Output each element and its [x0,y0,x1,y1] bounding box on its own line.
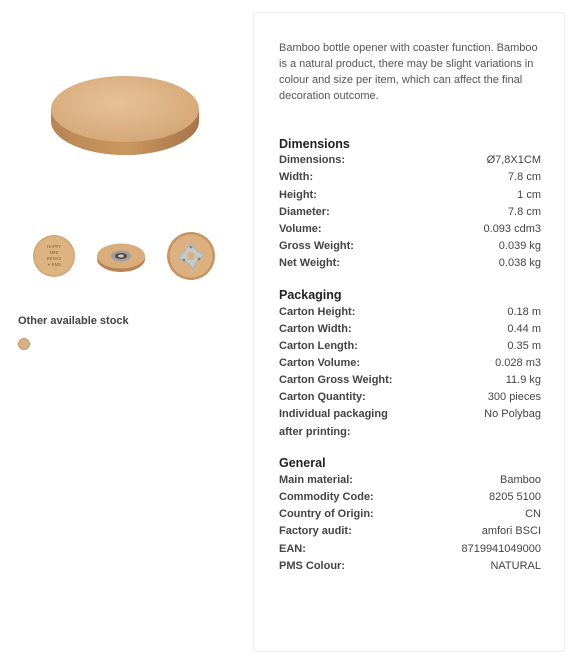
spec-label: Dimensions: [279,154,346,166]
spec-row [279,391,541,408]
engraving-line-2: MINI [49,250,59,255]
spec-value: NATURAL [490,560,541,572]
spec-value: CN [525,508,541,520]
spec-label: Carton Quantity: [279,391,366,403]
spec-value: 11.9 kg [505,374,541,386]
spec-label: Width: [279,171,314,183]
spec-label: Carton Volume: [279,357,361,369]
spec-value: 8719941049000 [461,543,541,555]
spec-row [279,560,541,577]
other-stock-label: Other available stock [18,315,129,327]
spec-value: 0.093 cdm3 [483,223,541,235]
spec-row [279,474,541,491]
spec-row [279,426,541,443]
engraving-line-4: ✦ RMS [47,262,61,267]
spec-row [279,240,541,257]
spec-label: Commodity Code: [279,491,374,503]
spec-row [279,543,541,560]
spec-row [279,323,541,340]
spec-label: Carton Height: [279,306,356,318]
spec-row [279,491,541,508]
spec-label: Carton Gross Weight: [279,374,393,386]
spec-label: Country of Origin: [279,508,374,520]
dimensions-title: Dimensions [279,137,350,151]
spec-value: 7.8 cm [507,206,541,218]
spec-label: EAN: [279,543,306,555]
spec-row [279,154,541,171]
colour-swatch-natural[interactable] [18,338,30,350]
spec-value: 0.35 m [507,340,541,352]
spec-value: No Polybag [484,408,541,420]
spec-label: Factory audit: [279,525,352,537]
product-description: Bamboo bottle opener with coaster function. Bamboo is a natural product, there may be slight variations in colour and size per item, which can affect the final decoration outcome. [279,42,538,102]
spec-value: Bamboo [500,474,541,486]
spec-row [279,189,541,206]
spec-label: after printing: [279,426,351,438]
spec-label: PMS Colour: [279,560,345,572]
thumbnail-coaster-with-opener[interactable] [96,231,146,281]
spec-value: 0.18 m [507,306,541,318]
spec-row [279,340,541,357]
spec-value: 0.028 m3 [495,357,541,369]
packaging-title: Packaging [279,288,342,302]
spec-row [279,357,541,374]
spec-value: 7.8 cm [507,171,541,183]
spec-row [279,525,541,542]
thumbnail-engraved-coaster[interactable] [30,231,80,281]
engraving-line-3: RENAS [46,256,62,261]
engraved-coaster-image [30,231,80,281]
thumbnail-opener-back[interactable] [166,231,216,281]
spec-row [279,171,541,188]
spec-label: Carton Width: [279,323,352,335]
spec-label: Volume: [279,223,322,235]
engraving-line-1: HAPPY [46,244,62,249]
spec-value: 300 pieces [487,391,541,403]
coaster-with-opener-image [96,231,146,281]
spec-label: Diameter: [279,206,330,218]
spec-row [279,206,541,223]
spec-label: Individual packaging [279,408,388,420]
spec-row [279,306,541,323]
spec-row [279,257,541,274]
spec-value: 1 cm [517,189,541,201]
spec-row [279,408,541,425]
spec-label: Height: [279,189,317,201]
spec-label: Gross Weight: [279,240,354,252]
spec-value: 0.44 m [507,323,541,335]
spec-value: 8205 5100 [489,491,541,503]
spec-row [279,374,541,391]
spec-value: 0.039 kg [498,240,541,252]
spec-value: amfori BSCI [481,525,541,537]
spec-row [279,508,541,525]
spec-row [279,223,541,240]
spec-value: 0.038 kg [498,257,541,269]
spec-value: Ø7,8X1CM [486,154,541,166]
spec-label: Main material: [279,474,353,486]
product-main-image [50,75,200,157]
product-details-panel [253,12,565,652]
opener-back-image [166,231,216,281]
spec-label: Carton Length: [279,340,358,352]
general-title: General [279,456,326,470]
spec-label: Net Weight: [279,257,340,269]
